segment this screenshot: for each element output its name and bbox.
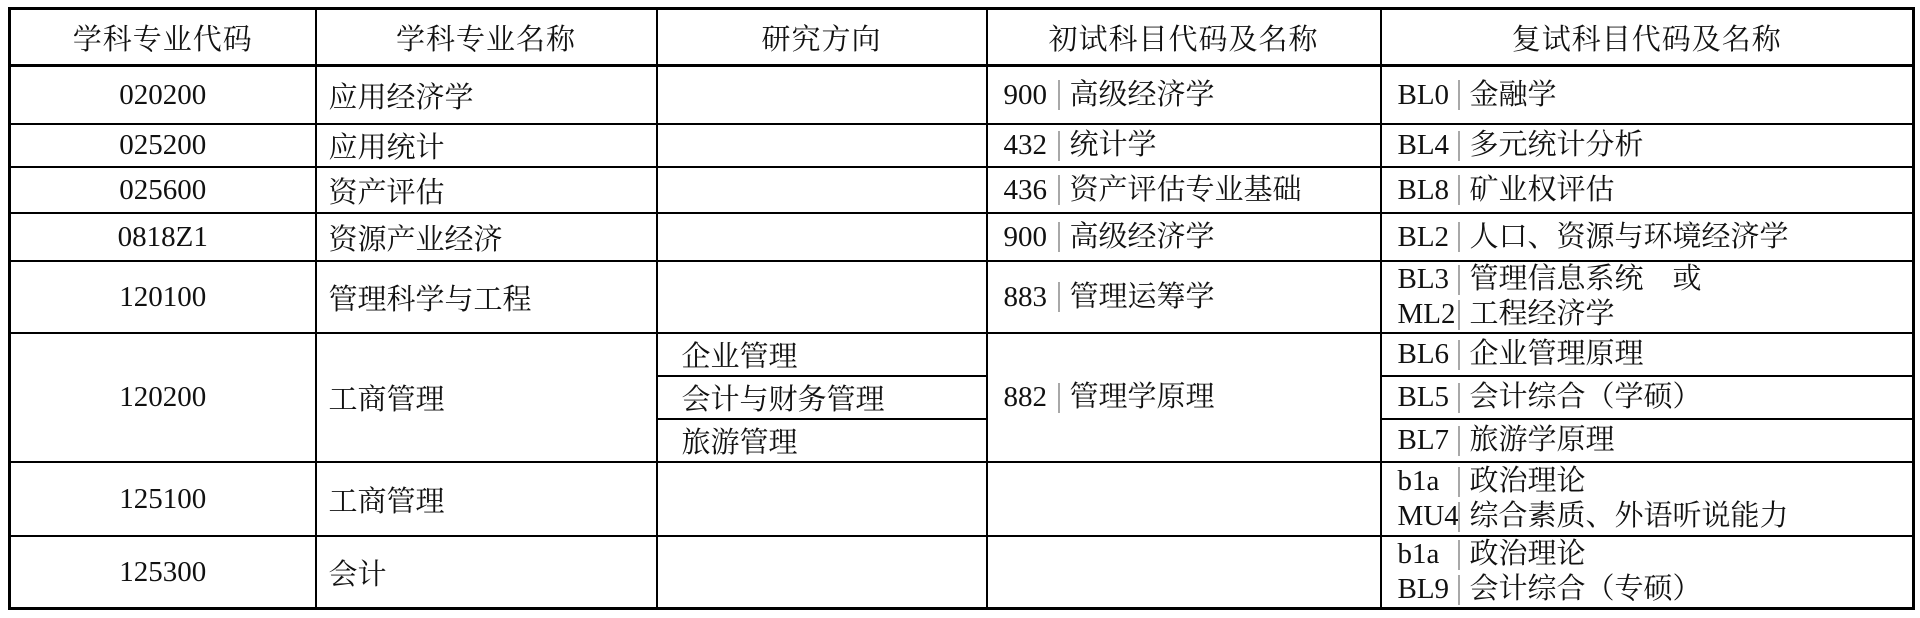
retest-name: 人口、资源与环境经济学 (1469, 220, 1789, 253)
exam-name: 管理学原理 (1069, 381, 1215, 413)
cell-direction-empty (657, 66, 987, 125)
cell-retest-exam (1381, 66, 1914, 125)
cell-initial-exam (987, 167, 1381, 213)
cell-major-name: 资产评估 (316, 167, 657, 213)
table-row (10, 167, 1914, 213)
cell-direction: 企业管理 (657, 333, 987, 376)
cell-initial-exam (987, 124, 1381, 167)
cell-direction: 会计与财务管理 (657, 376, 987, 419)
retest-code: BL9 (1397, 573, 1450, 605)
table-row (10, 213, 1914, 261)
subjects-table (8, 7, 1915, 610)
header-major-name: 学科专业名称 (316, 9, 657, 66)
cell-major-name: 管理科学与工程 (316, 261, 657, 333)
retest-name: 综合素质、外语听说能力 (1469, 500, 1789, 532)
table-row-group-start (10, 333, 1914, 376)
cell-major-name: 会计 (316, 536, 657, 609)
cell-major-code: 0818Z1 (10, 213, 316, 261)
code-name-divider (1458, 222, 1460, 252)
retest-code: BL8 (1397, 173, 1450, 206)
cell-direction-empty (657, 536, 987, 609)
retest-code: MU4 (1397, 500, 1459, 532)
cell-retest-exam (1381, 376, 1914, 419)
cell-direction-empty (657, 167, 987, 213)
code-name-divider (1458, 131, 1460, 161)
cell-initial-exam (987, 66, 1381, 125)
code-name-divider (1058, 175, 1060, 205)
exam-code: 900 (1003, 220, 1047, 253)
code-name-divider (1058, 222, 1060, 252)
code-name-divider (1458, 265, 1460, 295)
retest-name: 旅游学原理 (1469, 424, 1615, 456)
cell-retest-exam (1381, 167, 1914, 213)
cell-retest-exam (1381, 333, 1914, 376)
cell-major-code: 125100 (10, 462, 316, 536)
cell-initial-exam (987, 333, 1381, 462)
code-name-divider (1458, 540, 1460, 570)
table-row (10, 462, 1914, 536)
cell-initial-exam-empty (987, 536, 1381, 609)
table-row (10, 66, 1914, 125)
header-row (10, 9, 1914, 66)
exam-code: 882 (1003, 381, 1047, 413)
code-name-divider (1058, 383, 1060, 413)
retest-name: 多元统计分析 (1469, 129, 1644, 161)
cell-retest-exam (1381, 419, 1914, 462)
cell-major-code: 025200 (10, 124, 316, 167)
cell-major-name: 应用经济学 (316, 66, 657, 125)
retest-name: 企业管理原理 (1469, 338, 1644, 370)
exam-code: 436 (1003, 173, 1047, 206)
retest-code: b1a (1397, 538, 1440, 570)
cell-retest-exam (1381, 536, 1914, 609)
table-row (10, 124, 1914, 167)
retest-name: 管理信息系统 或 (1469, 263, 1702, 295)
cell-retest-exam (1381, 462, 1914, 536)
cell-retest-exam (1381, 124, 1914, 167)
exam-code: 900 (1003, 78, 1047, 111)
cell-direction: 旅游管理 (657, 419, 987, 462)
retest-code: BL2 (1397, 220, 1450, 253)
table-row (10, 261, 1914, 333)
table-row (10, 536, 1914, 609)
exam-code: 883 (1003, 280, 1047, 313)
code-name-divider (1058, 80, 1060, 110)
retest-code: BL4 (1397, 129, 1450, 161)
retest-code: BL5 (1397, 381, 1450, 413)
exam-name: 统计学 (1069, 129, 1157, 161)
cell-initial-exam (987, 213, 1381, 261)
cell-major-name: 工商管理 (316, 462, 657, 536)
retest-code: BL6 (1397, 338, 1450, 370)
retest-name: 矿业权评估 (1469, 173, 1615, 206)
cell-major-code: 120200 (10, 333, 316, 462)
code-name-divider (1458, 575, 1460, 605)
code-name-divider (1458, 340, 1460, 370)
retest-name: 工程经济学 (1469, 298, 1615, 330)
cell-major-code: 025600 (10, 167, 316, 213)
code-name-divider (1058, 282, 1060, 312)
header-direction: 研究方向 (657, 9, 987, 66)
cell-major-code: 120100 (10, 261, 316, 333)
exam-name: 资产评估专业基础 (1069, 173, 1302, 206)
retest-code: BL3 (1397, 263, 1450, 295)
retest-name: 金融学 (1469, 78, 1557, 111)
retest-name: 会计综合（专硕） (1469, 573, 1702, 605)
retest-code: BL0 (1397, 78, 1450, 111)
cell-major-code: 020200 (10, 66, 316, 125)
cell-initial-exam-empty (987, 462, 1381, 536)
retest-name: 会计综合（学硕） (1469, 381, 1702, 413)
header-retest-exam: 复试科目代码及名称 (1381, 9, 1914, 66)
code-name-divider (1458, 502, 1460, 532)
exam-code: 432 (1003, 129, 1047, 161)
code-name-divider (1458, 300, 1460, 330)
cell-major-name: 工商管理 (316, 333, 657, 462)
code-name-divider (1458, 80, 1460, 110)
cell-major-code: 125300 (10, 536, 316, 609)
code-name-divider (1458, 426, 1460, 456)
code-name-divider (1458, 467, 1460, 497)
cell-retest-exam (1381, 261, 1914, 333)
exam-name: 管理运筹学 (1069, 280, 1215, 313)
retest-code: BL7 (1397, 424, 1450, 456)
retest-name: 政治理论 (1469, 538, 1586, 570)
code-name-divider (1458, 175, 1460, 205)
code-name-divider (1458, 383, 1460, 413)
exam-name: 高级经济学 (1069, 220, 1215, 253)
retest-name: 政治理论 (1469, 465, 1586, 497)
cell-initial-exam (987, 261, 1381, 333)
cell-direction-empty (657, 261, 987, 333)
header-initial-exam: 初试科目代码及名称 (987, 9, 1381, 66)
cell-major-name: 应用统计 (316, 124, 657, 167)
retest-code: ML2 (1397, 298, 1456, 330)
cell-direction-empty (657, 213, 987, 261)
code-name-divider (1058, 131, 1060, 161)
cell-major-name: 资源产业经济 (316, 213, 657, 261)
header-major-code: 学科专业代码 (10, 9, 316, 66)
cell-direction-empty (657, 124, 987, 167)
exam-name: 高级经济学 (1069, 78, 1215, 111)
cell-direction-empty (657, 462, 987, 536)
cell-retest-exam (1381, 213, 1914, 261)
retest-code: b1a (1397, 465, 1440, 497)
